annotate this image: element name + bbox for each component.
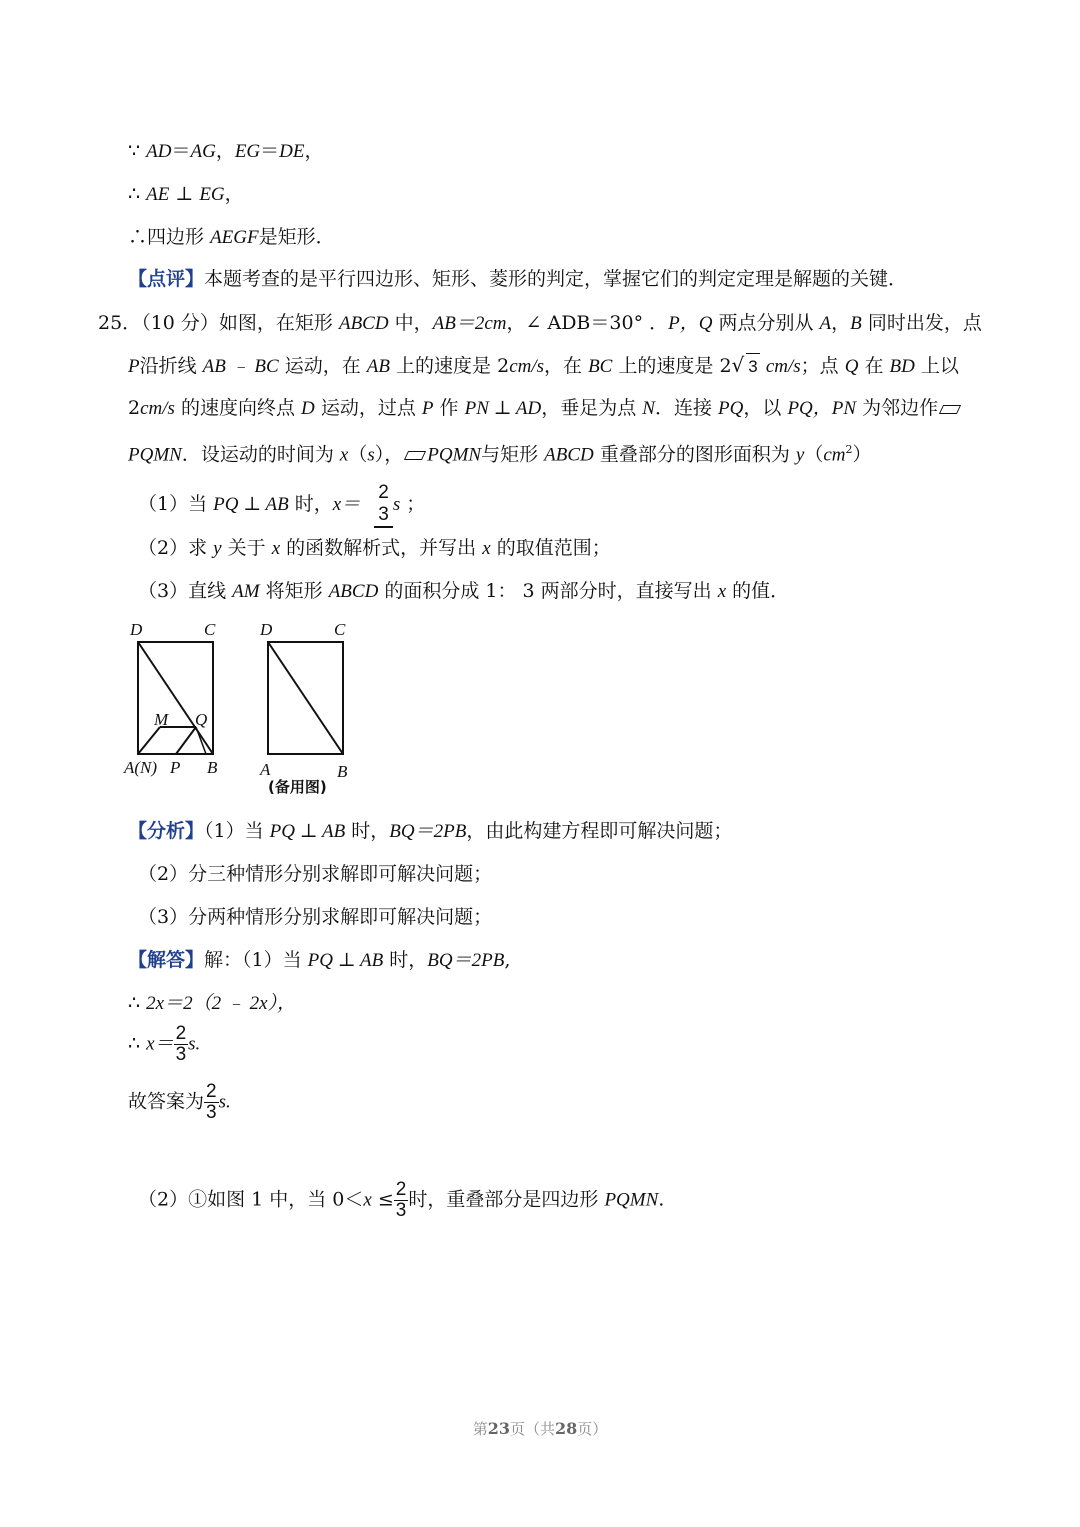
therefore-symbol: ∴	[128, 183, 141, 205]
superscript: 2	[845, 443, 853, 456]
question-2	[138, 535, 611, 562]
fraction	[174, 1024, 189, 1065]
total-pages: 28	[555, 1419, 578, 1438]
math-term: x	[717, 581, 727, 602]
proof-text: 是矩形．	[258, 226, 335, 248]
question-text: 关于	[227, 537, 266, 559]
problem-line-1: 25．（10 分）如图，在矩形 ABCD 中，AB＝2cm，∠ ADB＝30° ．P，Q 两点分别从 A，B 同时出发，点	[98, 312, 982, 334]
fraction-numerator: 2	[378, 482, 389, 503]
math-term: s.	[218, 1091, 231, 1113]
solution-text: 故答案为	[128, 1090, 205, 1113]
comment-text: 本题考查的是平行四边形、矩形、菱形的判定，掌握它们的判定定理是解题的关键．	[204, 268, 908, 290]
question-text: （1）当	[138, 493, 208, 515]
math-term: PQ ⊥ AB	[307, 950, 384, 971]
proof-term: AEGF	[210, 227, 259, 248]
problem-text: 两点分别从	[718, 312, 814, 334]
fraction-numerator: 2	[395, 1179, 407, 1200]
footer-text: 第	[472, 1420, 488, 1438]
solution-line-2	[128, 990, 296, 1017]
label-a: A	[260, 760, 271, 779]
proof-line-3	[128, 224, 335, 251]
solution-text: ,	[504, 949, 511, 971]
therefore-symbol: ∴	[128, 226, 148, 248]
page-footer	[0, 1418, 1080, 1439]
label-b: B	[207, 758, 218, 777]
therefore-symbol: ∴	[128, 992, 141, 1014]
therefore-symbol: ∴	[128, 1032, 141, 1055]
math-term: P，Q	[668, 313, 713, 334]
solution-line-5	[138, 1180, 664, 1221]
fraction-denominator: 3	[374, 504, 393, 528]
problem-text: 2	[128, 397, 141, 419]
question-text: 时，	[294, 493, 333, 515]
parallelogram-icon	[404, 451, 426, 460]
proof-term: DE	[279, 141, 305, 162]
math-term: PQ ⊥ AB	[269, 821, 346, 842]
label-q: Q	[195, 710, 208, 729]
math-term: ABCD	[338, 313, 389, 334]
math-term: cm/s	[140, 398, 175, 419]
segment-nm	[138, 727, 160, 754]
math-term: cm	[823, 444, 846, 466]
math-term: x	[482, 538, 491, 559]
fraction-numerator: 2	[206, 1081, 217, 1102]
question-text: 的取值范围；	[496, 537, 611, 559]
solution-text: ≤	[377, 1188, 394, 1211]
math-term: PQ ⊥ AB	[213, 494, 289, 515]
math-term: AM	[232, 581, 260, 602]
fraction-numerator: 2	[175, 1023, 187, 1044]
math-term: BD	[889, 356, 915, 377]
diagonal-bd-backup	[268, 642, 343, 754]
problem-text: 重叠部分的图形面积为	[599, 443, 790, 466]
math-term: cm	[484, 313, 507, 334]
problem-text: 上以	[920, 355, 959, 377]
problem-text: ，以	[743, 397, 782, 419]
geometry-figures	[120, 615, 370, 800]
label-b: B	[337, 762, 348, 781]
math-term: PQMN	[128, 444, 182, 466]
problem-text: 中，	[394, 312, 433, 334]
question-text: 的函数解析式，并写出	[286, 537, 477, 559]
math-term: x＝	[332, 494, 361, 515]
analysis-text: （1）当	[204, 820, 264, 842]
math-term: ABCD	[328, 581, 379, 602]
math-term: cm/s	[765, 356, 801, 377]
solution-line-3	[128, 1024, 200, 1065]
proof-text: 四边形	[147, 226, 205, 248]
solution-line-4	[128, 1082, 231, 1123]
problem-text: ，∠ ADB＝30° ．	[506, 312, 669, 334]
math-term: y	[795, 444, 805, 466]
label-p: P	[170, 758, 181, 777]
sqrt-value: 3	[746, 353, 759, 380]
math-term: PQ	[718, 398, 744, 419]
label-m: M	[154, 710, 169, 729]
math-term: x	[339, 444, 349, 466]
math-term: 2x＝2（2 ﹣ 2x），	[146, 993, 297, 1014]
proof-line-2: ∴ AE ⊥ EG，	[128, 183, 244, 205]
math-term: s	[367, 444, 375, 466]
problem-text: 上的速度是 2	[396, 355, 510, 377]
problem-text: ．连接	[654, 397, 712, 419]
math-term: s	[392, 494, 401, 515]
question-text: ；	[406, 493, 426, 515]
comment-tag: 【点评】	[128, 268, 205, 290]
math-term: BQ＝2PB	[389, 821, 467, 842]
question-text: 将矩形	[265, 580, 323, 602]
solution-text: 时，重叠部分是四边形	[408, 1188, 599, 1211]
problem-line-4: PQMN．设运动的时间为 x（s）， PQMN与矩形 ABCD 重叠部分的图形面积为 $y(cm^2)$	[128, 443, 872, 466]
proof-line-1: ∵ AD＝AG，EG＝DE，	[128, 140, 324, 162]
problem-text: 同时出发，点	[867, 312, 982, 334]
analysis-line-2: （2）分三种情形分别求解即可解决问题；	[138, 863, 493, 885]
math-term: ABCD	[544, 444, 594, 466]
math-term: x＝	[146, 1033, 174, 1055]
solution-text: （2）①如图 1 中，当 0＜	[138, 1188, 364, 1211]
math-term: x	[363, 1189, 372, 1211]
math-term: AB	[366, 356, 390, 377]
analysis-text: ，由此构建方程即可解决问题；	[466, 820, 733, 842]
math-term: Q	[844, 356, 859, 377]
problem-text: 上的速度是 2	[618, 355, 732, 377]
diagonal-bd	[138, 642, 213, 754]
question-text: 的值．	[732, 580, 790, 602]
comment-line	[128, 266, 907, 292]
figure-1	[123, 620, 218, 777]
page-number: 23	[487, 1419, 510, 1438]
solution-line-1	[128, 947, 510, 974]
math-term: x	[271, 538, 281, 559]
math-term: BQ＝2PB	[427, 950, 505, 971]
problem-text: ，在	[544, 355, 583, 377]
fraction	[394, 1180, 409, 1221]
solution-text: .	[658, 1188, 665, 1211]
math-term: PN ⊥ AD	[464, 398, 542, 419]
proof-term: AD	[146, 141, 172, 162]
answer-fraction	[374, 482, 393, 528]
because-symbol: ∵	[128, 140, 141, 162]
question-1	[138, 482, 425, 528]
label-c: C	[204, 620, 216, 639]
label-d: D	[130, 620, 143, 639]
math-term: AB ﹣ BC	[202, 356, 279, 377]
problem-points: （10 分）	[141, 312, 219, 334]
solution-text: 时，	[389, 949, 428, 971]
problem-text: 沿折线	[139, 355, 197, 377]
label-c: C	[334, 620, 346, 639]
backup-caption: (备用图)	[268, 778, 327, 796]
math-term: s.	[188, 1033, 201, 1055]
solution-text: 解：（1）当	[204, 949, 302, 971]
question-text: （2）求	[138, 537, 208, 559]
fraction	[204, 1082, 219, 1123]
math-term: A	[819, 313, 832, 334]
math-term: cm/s	[509, 356, 545, 377]
fraction-denominator: 3	[206, 1102, 217, 1123]
problem-number: 25．	[98, 312, 142, 334]
problem-text: 为邻边作	[862, 397, 939, 419]
math-term: AB＝2	[432, 313, 485, 334]
problem-text: 如图，在矩形	[218, 312, 333, 334]
math-term: N	[642, 398, 655, 419]
math-term: P	[421, 398, 434, 419]
problem-text: ．设运动的时间为	[181, 443, 334, 466]
label-d: D	[260, 620, 273, 639]
problem-text: 运动，在	[284, 355, 361, 377]
analysis-line-3: （3）分两种情形分别求解即可解决问题；	[138, 906, 493, 928]
fraction-denominator: 3	[175, 1044, 187, 1065]
solution-tag: 【解答】	[128, 949, 205, 971]
problem-text: 在	[864, 355, 884, 377]
segment-pq	[176, 727, 196, 754]
problem-line-3	[128, 395, 962, 422]
label-an: A(N)	[124, 758, 158, 777]
math-term: B	[850, 313, 862, 334]
proof-term: AE	[146, 184, 170, 205]
problem-text: 运动，过点	[320, 397, 416, 419]
question-text: 的面积分成 1： 3 两部分时，直接写出	[384, 580, 712, 602]
problem-text: 作	[439, 397, 459, 419]
math-term: P	[128, 356, 140, 377]
proof-term: AG	[190, 141, 216, 162]
figure-2	[259, 620, 348, 796]
math-term: PQMN	[427, 444, 482, 466]
math-term: D	[301, 398, 315, 419]
math-term: BC	[588, 356, 613, 377]
fraction-denominator: 3	[395, 1200, 407, 1221]
question-3	[138, 578, 789, 605]
problem-text: 与矩形	[481, 443, 539, 466]
analysis-tag: 【分析】	[128, 820, 205, 842]
math-term: PQMN	[604, 1189, 659, 1211]
question-text: （3）直线	[138, 580, 227, 602]
analysis-text: 时，	[351, 820, 390, 842]
proof-term: EG	[199, 184, 225, 205]
math-term: y	[213, 538, 222, 559]
proof-term: EG	[234, 141, 261, 162]
footer-text: 页（共	[509, 1420, 555, 1438]
problem-line-2: P沿折线 AB ﹣ BC 运动，在 AB 上的速度是 2cm/s，在 BC 上的速度是 2√ 3 cm/s；点 Q 在 BD 上以	[128, 352, 959, 380]
problem-text: ，垂足为点	[541, 397, 637, 419]
parallelogram-icon	[939, 405, 961, 414]
problem-text: 的速度向终点	[180, 397, 295, 419]
problem-text: ；点	[800, 355, 839, 377]
math-term: PQ，PN	[787, 398, 857, 419]
footer-text: 页）	[577, 1420, 608, 1438]
analysis-line-1	[128, 818, 732, 845]
